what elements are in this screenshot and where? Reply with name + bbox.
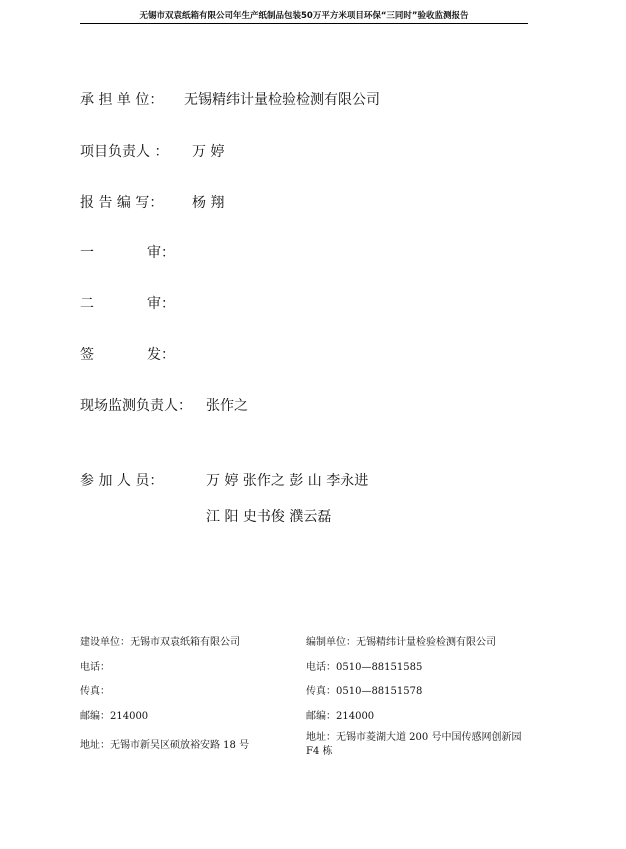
builder-postcode: 邮编：214000: [80, 711, 149, 722]
participants-label: 参 加 人 员：: [80, 473, 164, 489]
report-author-value: 杨 翔: [192, 195, 225, 211]
editor-address: 地址：无锡市菱湖大道 200 号中国传感网创新园 F4 栋: [306, 732, 522, 757]
editor-postcode: 邮编：214000: [306, 711, 375, 722]
field-monitor-leader-value: 张作之: [206, 398, 248, 414]
header-divider: [80, 23, 528, 24]
issue-label-a: 签: [80, 347, 94, 363]
participants-line-1: 万 婷 张作之 彭 山 李永进: [206, 473, 369, 489]
editor-phone: 电话：0510—88151585: [306, 662, 423, 673]
report-header-title: 无锡市双袁纸箱有限公司年生产纸制品包装50万平方米项目环保“三同时”验收监测报告: [139, 11, 469, 21]
first-review-label-b: 审：: [147, 245, 175, 261]
report-author-label: 报 告 编 写：: [80, 195, 164, 211]
field-monitor-leader-label: 现场监测负责人：: [80, 398, 192, 414]
issue-label-b: 发：: [147, 347, 175, 363]
project-leader-label: 项目负责人 ：: [80, 144, 169, 160]
builder-fax: 传真：: [80, 686, 110, 697]
project-leader-value: 万 婷: [192, 144, 225, 160]
builder-address: 地址：无锡市新吴区硕放裕安路 18 号: [80, 740, 250, 751]
editor-unit: 编制单位：无锡精纬计量检验检测有限公司: [306, 637, 496, 648]
builder-phone: 电话：: [80, 662, 110, 673]
first-review-label-a: 一: [80, 245, 94, 261]
second-review-label-b: 审：: [147, 296, 175, 312]
undertaking-unit-label: 承 担 单 位：: [80, 92, 164, 108]
builder-unit: 建设单位：无锡市双袁纸箱有限公司: [80, 637, 240, 648]
editor-fax: 传真：0510—88151578: [306, 686, 423, 697]
second-review-label-a: 二: [80, 296, 94, 312]
undertaking-unit-value: 无锡精纬计量检验检测有限公司: [184, 92, 380, 108]
participants-line-2: 江 阳 史书俊 濮云磊: [206, 509, 332, 525]
